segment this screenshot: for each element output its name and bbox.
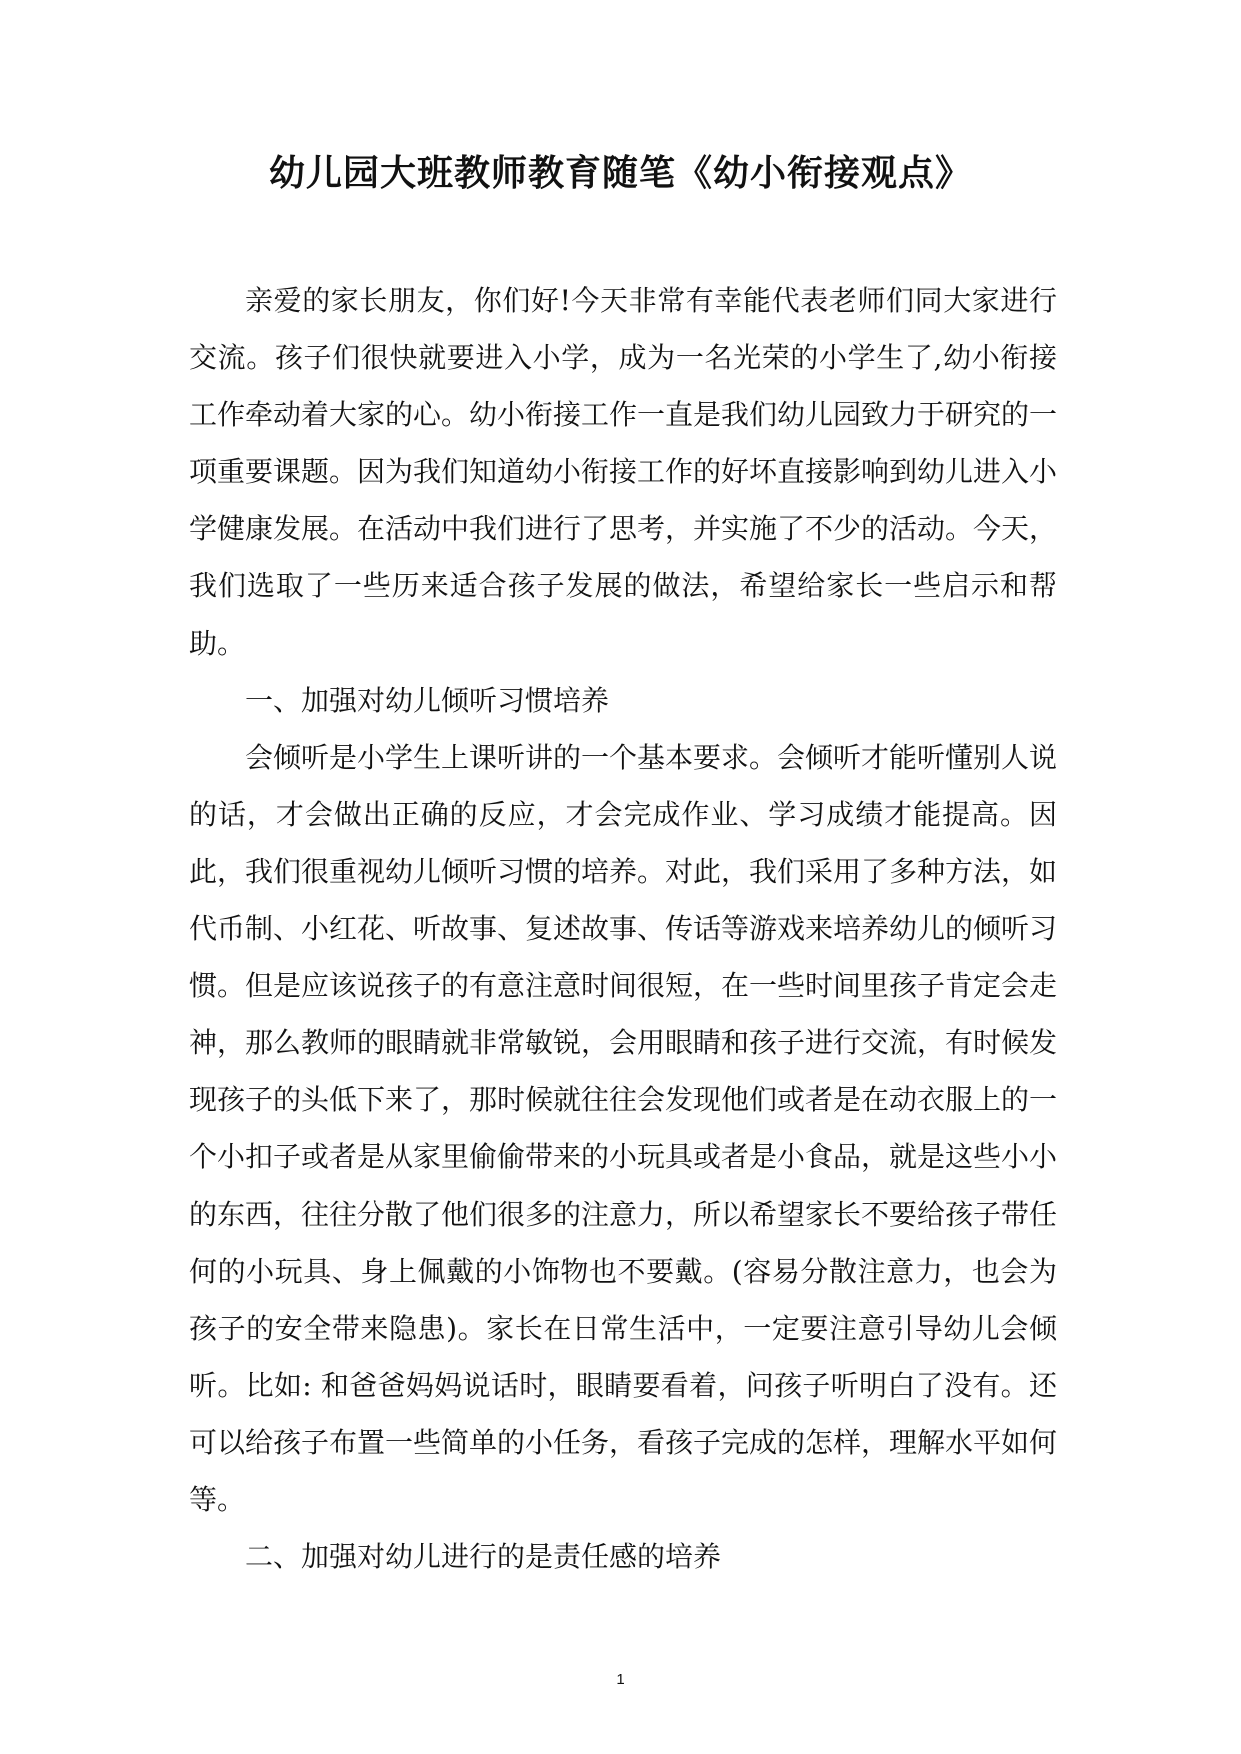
intro-paragraph: 亲爱的家长朋友，你们好!今天非常有幸能代表老师们同大家进行交流。孩子们很快就要进入小学，成为一名光荣的小学生了,幼小衔接工作牵动着大家的心。幼小衔接工作一直是我们幼儿园致力于研究的一项重要课题。因为我们知道幼小衔接工作的好坏直接影响到幼儿进入小学健康发展。在活动中我们进行了思考，并实施了不少的活动。今天，我们选取了一些历来适合孩子发展的做法，希望给家长一些启示和帮助。 — [189, 284, 1058, 660]
section-heading-1: 一、加强对幼儿倾听习惯培养 — [245, 683, 610, 717]
page-number: 1 — [616, 1671, 625, 1688]
document-title: 幼儿园大班教师教育随笔《幼小衔接观点》 — [268, 152, 972, 194]
section-1-paragraph: 会倾听是小学生上课听讲的一个基本要求。会倾听才能听懂别人说的话，才会做出正确的反应，才会完成作业、学习成绩才能提高。因此，我们很重视幼儿倾听习惯的培养。对此，我们采用了多种方法，如代币制、小红花、听故事、复述故事、传话等游戏来培养幼儿的倾听习惯。但是应该说孩子的有意注意时间很短，在一些时间里孩子肯定会走神，那么教师的眼睛就非常敏锐，会用眼睛和孩子进行交流，有时候发现孩子的头低下来了，那时候就往往会发现他们或者是在动衣服上的一个小扣子或者是从家里偷偷带来的小玩具或者是小食品，就是这些小小的东西，往往分散了他们很多的注意力，所以希望家长不要给孩子带任何的小玩具、身上佩戴的小饰物也不要戴。(容易分散注意力，也会为孩子的安全带来隐患)。家长在日常生活中，一定要注意引导幼儿会倾听。比如: 和爸爸妈妈说话时，眼睛要看着，问孩子听明白了没有。还可以给孩子布置一些简单的小任务，看孩子完成的怎样，理解水平如何等。 — [189, 740, 1058, 1516]
document-body — [189, 272, 1057, 1585]
section-heading-2: 二、加强对幼儿进行的是责任感的培养 — [245, 1540, 722, 1574]
